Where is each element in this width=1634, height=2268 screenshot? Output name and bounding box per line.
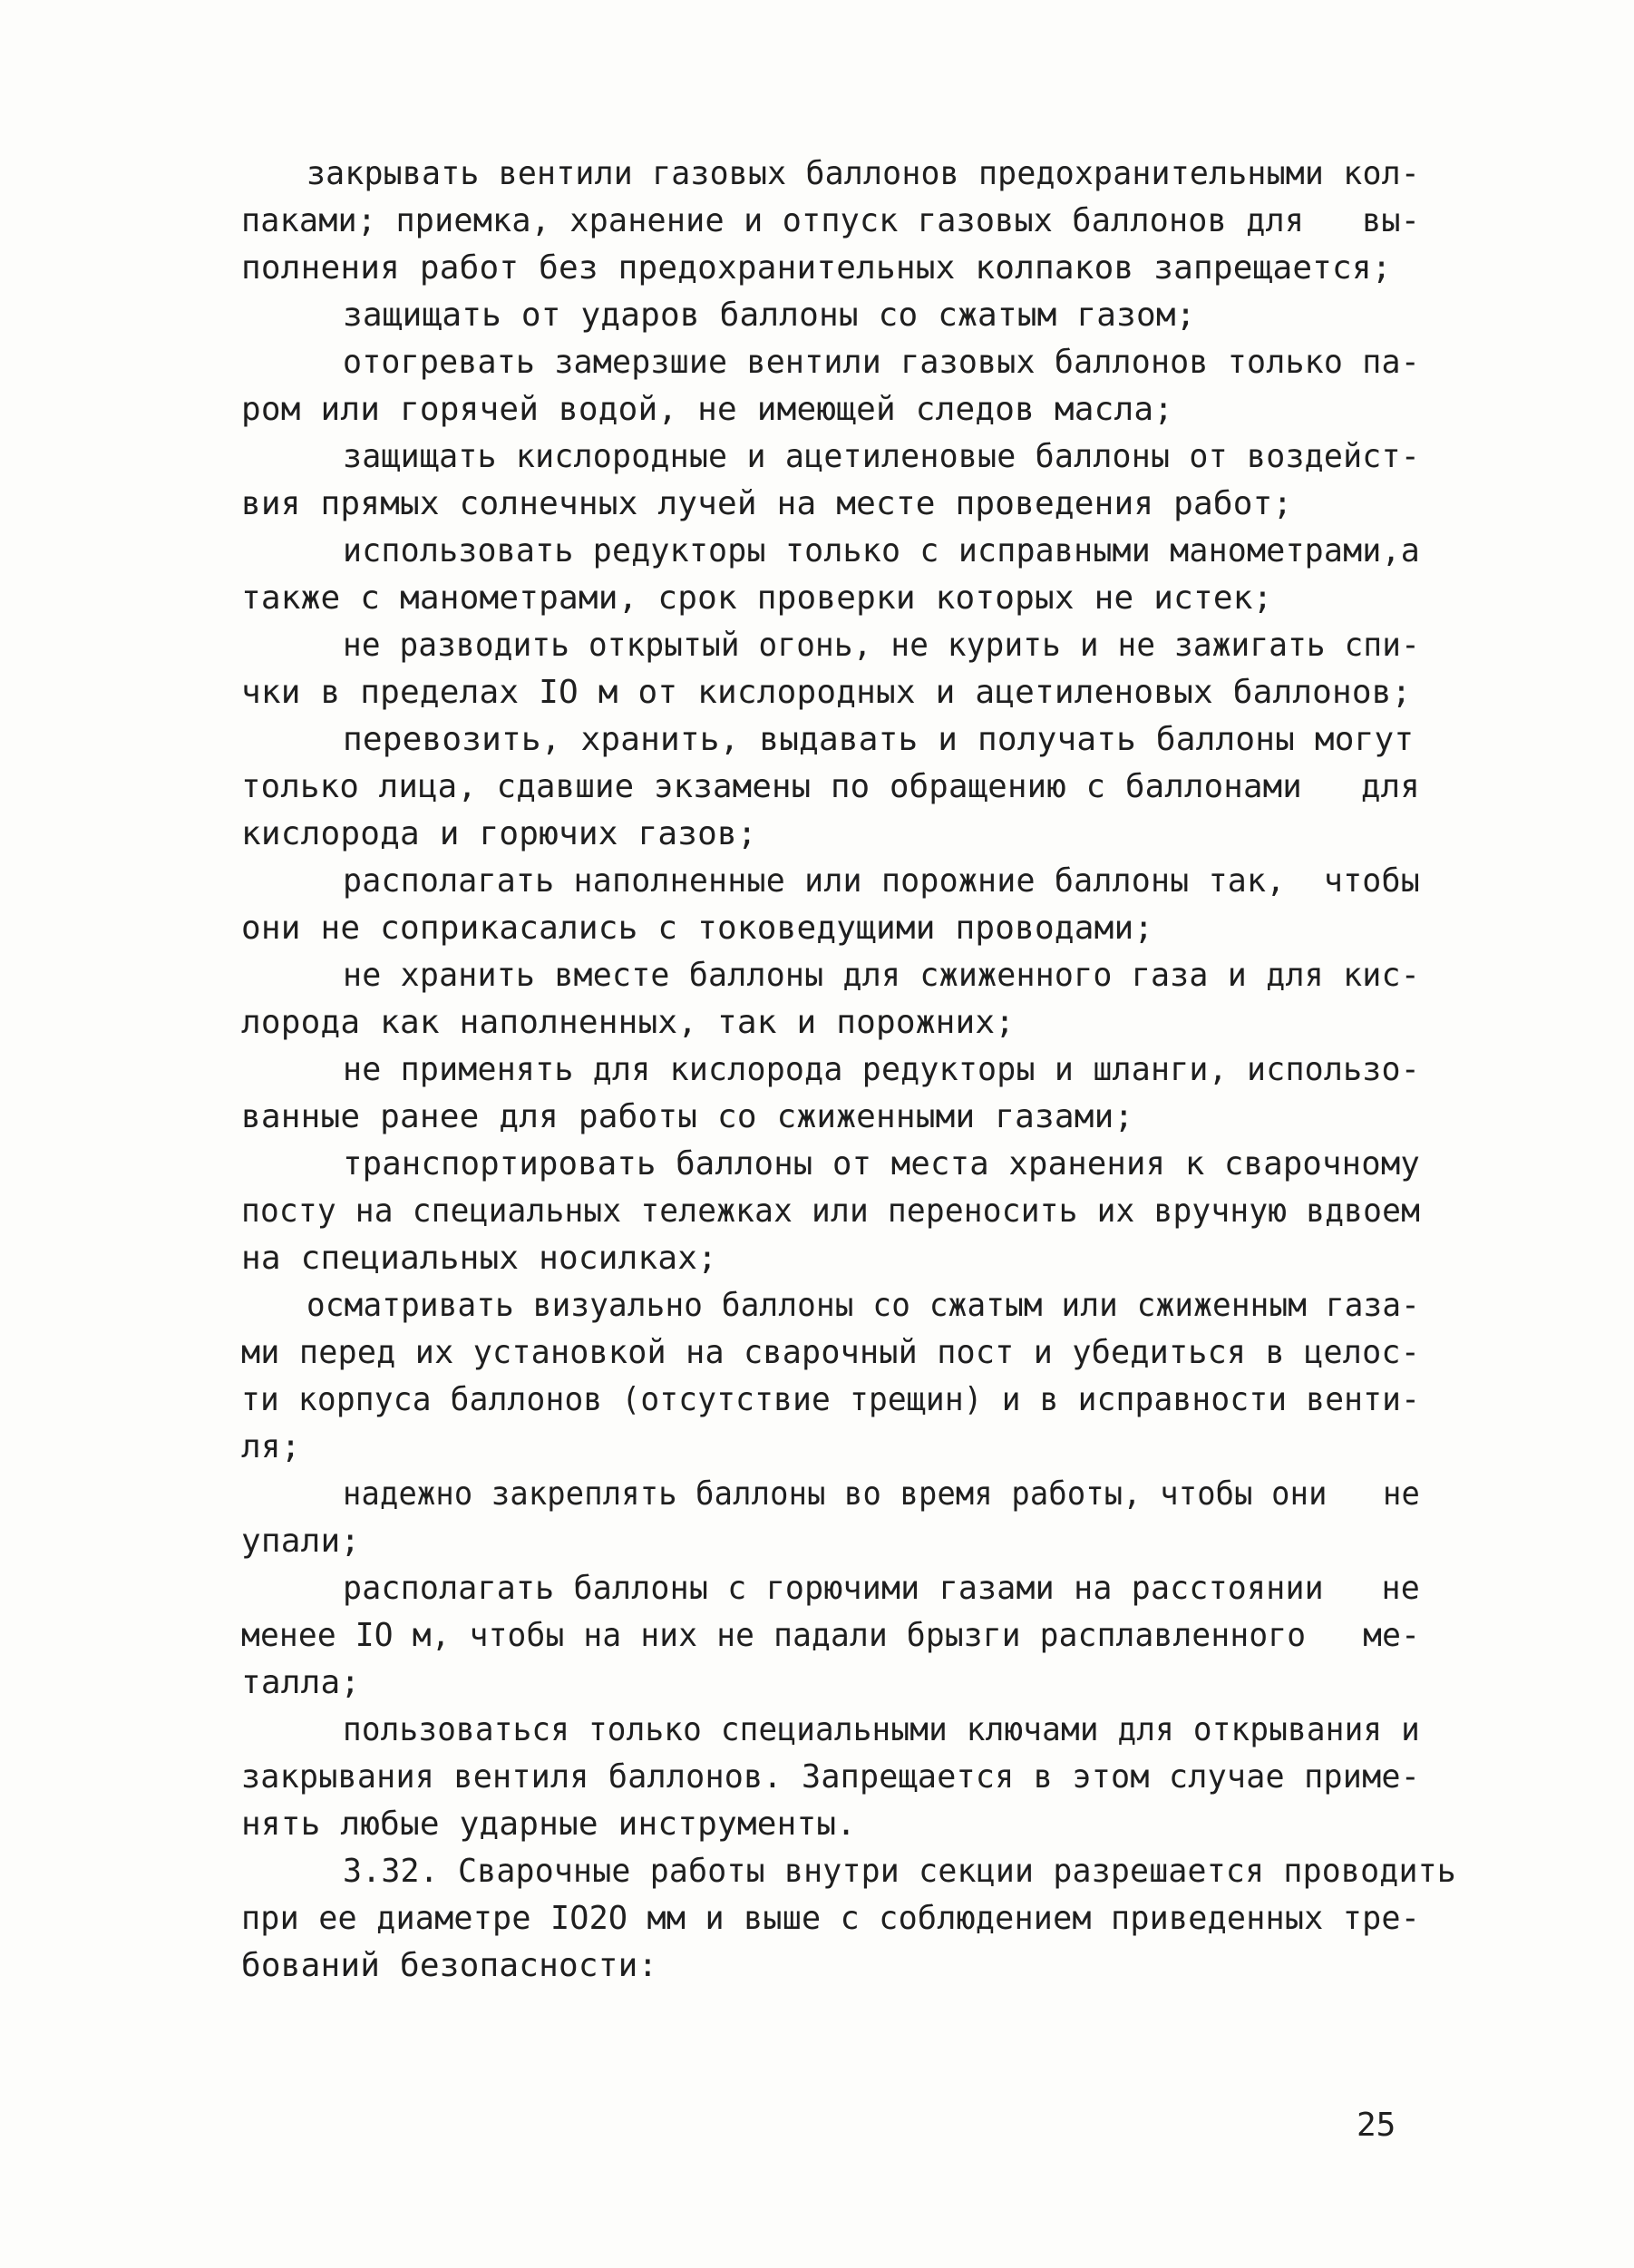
text-line: также с манометрами, срок проверки которых не истек; [241, 579, 1273, 617]
text-line: нять любые ударные инструменты. [241, 1806, 857, 1843]
text-line: чки в пределах IO м от кислородных и ацетиленовых баллонов; [241, 674, 1412, 711]
text-line: располагать баллоны с горючими газами на расстоянии не [343, 1570, 1420, 1607]
text-line: закрывать вентили газовых баллонов предохранительными кол- [306, 155, 1420, 192]
text-line: транспортировать баллоны от места хранения к сварочному [343, 1145, 1421, 1183]
text-line: не применять для кислорода редукторы и шланги, использо- [343, 1051, 1420, 1088]
text-line: при ее диаметре IO2O мм и выше с соблюдением приведенных тре- [241, 1900, 1421, 1937]
text-line: только лица, сдавшие экзамены по обращению с баллонами для [241, 768, 1420, 805]
text-line: ти корпуса баллонов (отсутствие трещин) и в исправности венти- [241, 1381, 1421, 1418]
text-line: не хранить вместе баллоны для сжиженного газа и для кис- [343, 957, 1420, 994]
page-number: 25 [1357, 2107, 1396, 2144]
text-line: бований безопасности: [241, 1947, 658, 1984]
text-line: лорода как наполненных, так и порожних; [241, 1004, 1016, 1041]
text-line: не разводить открытый огонь, не курить и не зажигать спи- [343, 627, 1420, 664]
text-line: ля; [241, 1428, 301, 1465]
text-line: талла; [241, 1664, 361, 1701]
text-line: надежно закреплять баллоны во время работы, чтобы они не [343, 1475, 1420, 1513]
text-line: закрывания вентиля баллонов. Запрещается в этом случае приме- [241, 1758, 1421, 1796]
text-line: пользоваться только специальными ключами для открывания и [343, 1711, 1420, 1748]
text-line: перевозить, хранить, выдавать и получать баллоны могут [343, 721, 1415, 758]
text-line: 3.32. Сварочные работы внутри секции разрешается проводить [343, 1853, 1456, 1890]
text-line: ванные ранее для работы со сжиженными газами; [241, 1098, 1134, 1135]
text-line: защищать кислородные и ацетиленовые баллоны от воздейст- [343, 438, 1420, 475]
text-line: менее IO м, чтобы на них не падали брызги расплавленного ме- [241, 1617, 1421, 1654]
text-line: полнения работ без предохранительных колпаков запрещается; [241, 249, 1392, 287]
text-line: ми перед их установкой на сварочный пост и убедиться в целос- [241, 1334, 1421, 1371]
text-line: упали; [241, 1523, 361, 1560]
text-line: располагать наполненные или порожние баллоны так, чтобы [343, 862, 1420, 900]
text-line: они не соприкасались с токоведущими проводами; [241, 910, 1154, 947]
text-line: отогревать замерзшие вентили газовых баллонов только па- [343, 344, 1420, 381]
text-line: осматривать визуально баллоны со сжатым или сжиженным газа- [306, 1287, 1420, 1324]
text-line: кислорода и горючих газов; [241, 815, 757, 852]
text-line: защищать от ударов баллоны со сжатым газом; [343, 297, 1196, 334]
text-line: посту на специальных тележках или переносить их вручную вдвоем [241, 1192, 1421, 1230]
text-line: паками; приемка, хранение и отпуск газовых баллонов для вы- [241, 202, 1421, 239]
text-line: использовать редукторы только с исправными манометрами,а [343, 532, 1420, 569]
text-line: вия прямых солнечных лучей на месте проведения работ; [241, 485, 1293, 522]
text-line: ром или горячей водой, не имеющей следов масла; [241, 391, 1174, 428]
text-line: на специальных носилках; [241, 1240, 717, 1277]
